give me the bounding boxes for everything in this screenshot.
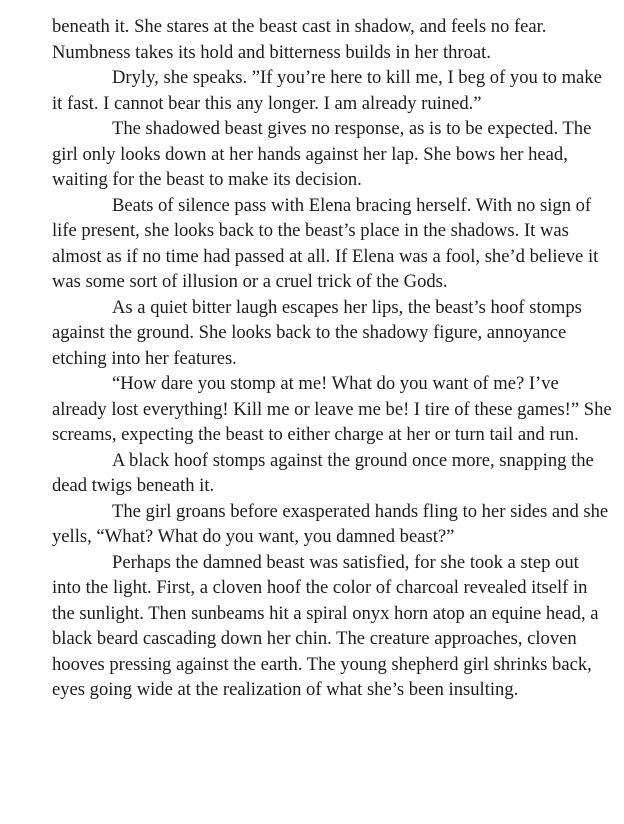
paragraph: The shadowed beast gives no response, as is to be expected. The girl only looks down at her hands against her lap. She bows her head, waiting for the beast to make its decision.	[52, 118, 592, 190]
paragraph-continued: beneath it. She stares at the beast cast in shadow, and feels no fear. Numbness takes its hold and bitterness builds in her throat.	[52, 16, 547, 63]
paragraph: The girl groans before exasperated hands fling to her sides and she yells, “What? What do you want, you damned beast?”	[52, 500, 609, 547]
paragraph: “How dare you stomp at me! What do you want of me? I’ve already lost everything! Kill me or leave me be! I tire of these games!” She screams, expecting the beast to either charge at her or turn tail and run.	[52, 373, 612, 445]
paragraph: Perhaps the damned beast was satisfied, for she took a step out into the light. First, a cloven hoof the color of charcoal revealed itself in the sunlight. Then sunbeams hit a spiral onyx horn atop an equine head, a black beard cascading down her chin. The creature approaches, cloven hooves pressing against the earth. The young shepherd girl shrinks back, eyes going wide at the realization of what she’s been insulting.	[52, 551, 599, 700]
paragraph: Dryly, she speaks. ”If you’re here to kill me, I beg of you to make it fast. I cannot bear this any longer. I am already ruined.”	[52, 67, 602, 114]
paragraph: A black hoof stomps against the ground once more, snapping the dead twigs beneath it.	[52, 449, 594, 496]
document-page	[52, 14, 612, 703]
paragraph: Beats of silence pass with Elena bracing herself. With no sign of life present, she looks back to the beast’s place in the shadows. It was almost as if no time had passed at all. If Elena was a fool, she’d believe it was some sort of illusion or a cruel trick of the Gods.	[52, 194, 599, 292]
paragraph: As a quiet bitter laugh escapes her lips, the beast’s hoof stomps against the ground. She looks back to the shadowy figure, annoyance etching into her features.	[52, 296, 582, 369]
